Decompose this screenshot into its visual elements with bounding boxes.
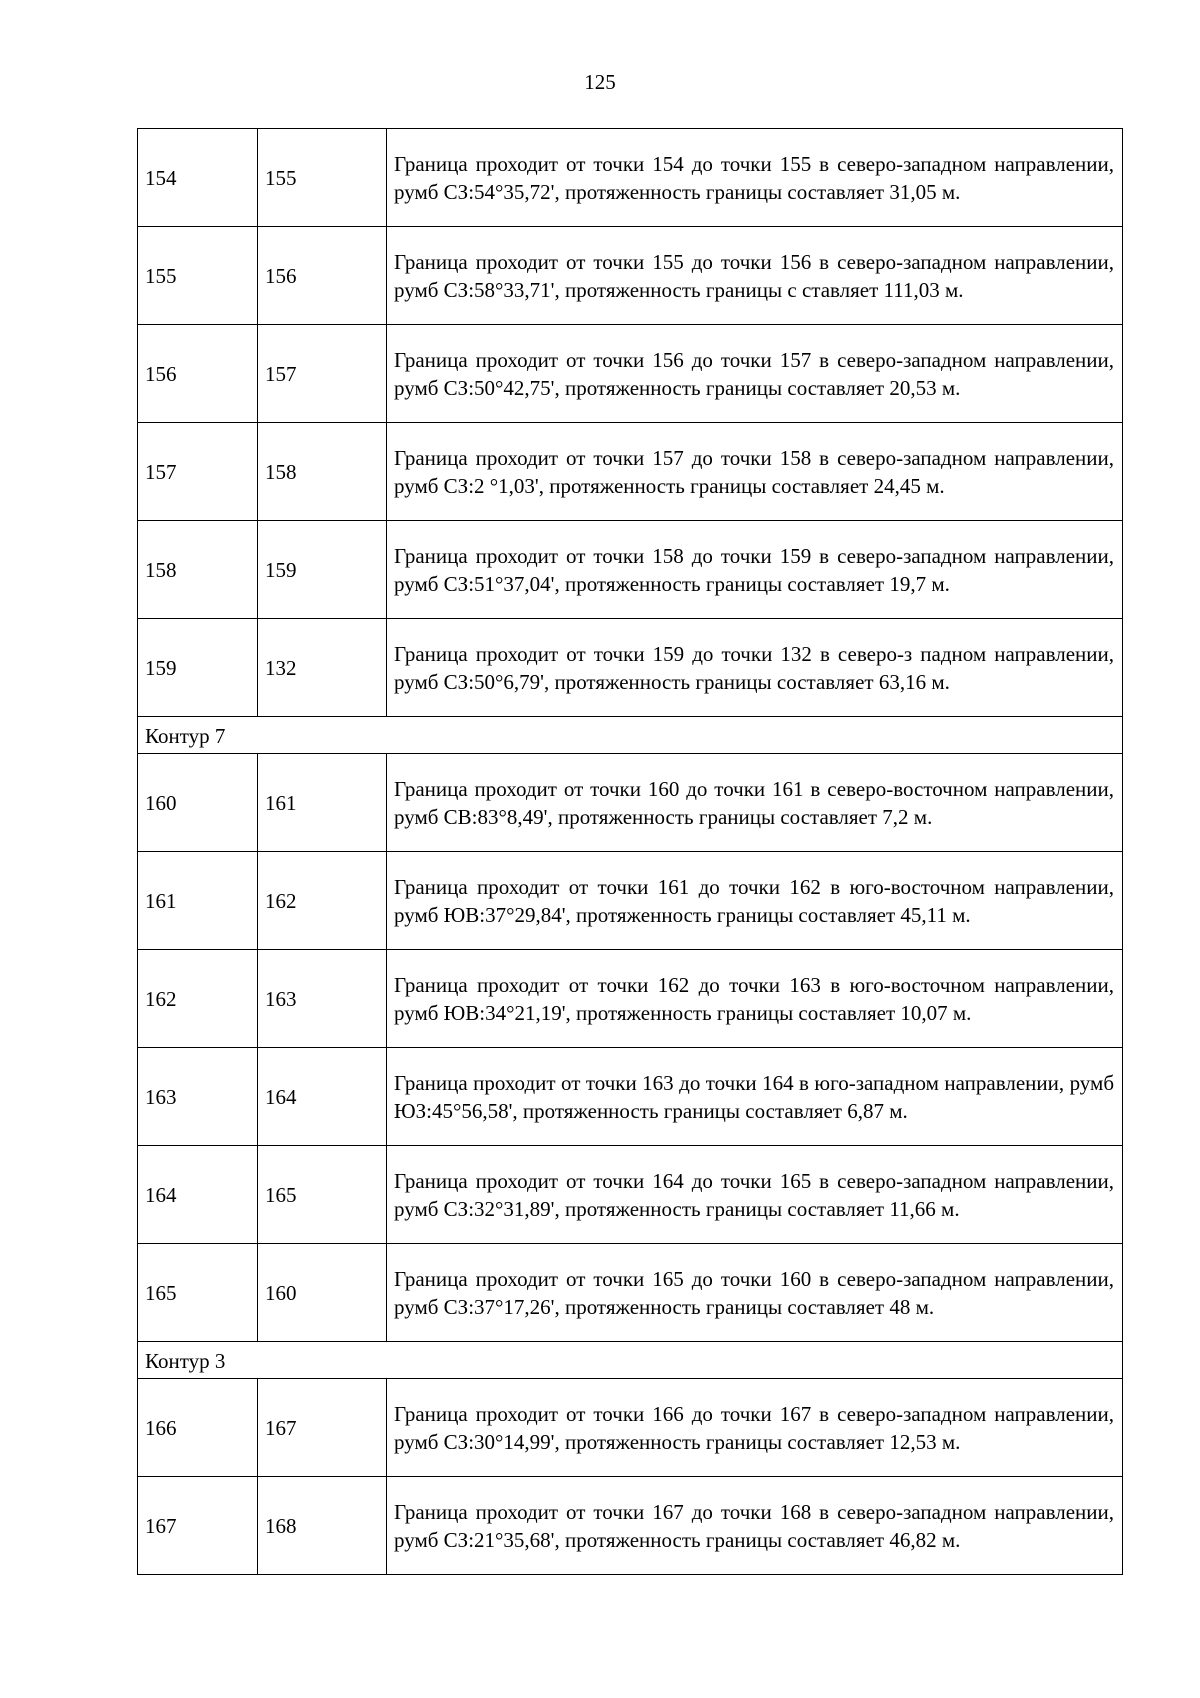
boundary-description-cell: Граница проходит от точки 158 до точки 159 в северо-западном направлении, румб СЗ:51°37,04', протяженность границы составляет 19,7 м. xyxy=(387,521,1123,619)
from-point-cell: 165 xyxy=(138,1244,258,1342)
boundary-description-cell: Граница проходит от точки 155 до точки 156 в северо-западном направлении, румб СЗ:58°33,71', протяженность границы с ставляет 111,03 м. xyxy=(387,227,1123,325)
table-row xyxy=(138,227,1123,325)
table-row xyxy=(138,619,1123,717)
contour-label: Контур 7 xyxy=(138,717,1123,754)
contour-label: Контур 3 xyxy=(138,1342,1123,1379)
table-row xyxy=(138,129,1123,227)
from-point-cell: 156 xyxy=(138,325,258,423)
to-point-cell: 164 xyxy=(258,1048,387,1146)
boundary-description-cell: Граница проходит от точки 165 до точки 160 в северо-западном направлении, румб СЗ:37°17,26', протяженность границы составляет 48 м. xyxy=(387,1244,1123,1342)
table-row xyxy=(138,1379,1123,1477)
from-point-cell: 154 xyxy=(138,129,258,227)
table-row xyxy=(138,950,1123,1048)
table-row xyxy=(138,754,1123,852)
table-row xyxy=(138,325,1123,423)
table-row xyxy=(138,1146,1123,1244)
from-point-cell: 159 xyxy=(138,619,258,717)
table-row xyxy=(138,423,1123,521)
boundary-description-cell: Граница проходит от точки 163 до точки 164 в юго-западном направлении, румб ЮЗ:45°56,58', протяженность границы составляет 6,87 м. xyxy=(387,1048,1123,1146)
table-row xyxy=(138,852,1123,950)
boundary-description-cell: Граница проходит от точки 166 до точки 167 в северо-западном направлении, румб СЗ:30°14,99', протяженность границы составляет 12,53 м. xyxy=(387,1379,1123,1477)
from-point-cell: 160 xyxy=(138,754,258,852)
from-point-cell: 155 xyxy=(138,227,258,325)
from-point-cell: 166 xyxy=(138,1379,258,1477)
to-point-cell: 155 xyxy=(258,129,387,227)
boundary-description-cell: Граница проходит от точки 167 до точки 168 в северо-западном направлении, румб СЗ:21°35,68', протяженность границы составляет 46,82 м. xyxy=(387,1477,1123,1575)
to-point-cell: 162 xyxy=(258,852,387,950)
to-point-cell: 160 xyxy=(258,1244,387,1342)
contour-header-row xyxy=(138,717,1123,754)
from-point-cell: 161 xyxy=(138,852,258,950)
boundary-table xyxy=(137,128,1123,1575)
boundary-description-cell: Граница проходит от точки 164 до точки 165 в северо-западном направлении, румб СЗ:32°31,89', протяженность границы составляет 11,66 м. xyxy=(387,1146,1123,1244)
from-point-cell: 162 xyxy=(138,950,258,1048)
boundary-description-cell: Граница проходит от точки 162 до точки 163 в юго-восточном направлении, румб ЮВ:34°21,19', протяженность границы составляет 10,07 м. xyxy=(387,950,1123,1048)
to-point-cell: 163 xyxy=(258,950,387,1048)
table-row xyxy=(138,1477,1123,1575)
from-point-cell: 157 xyxy=(138,423,258,521)
from-point-cell: 167 xyxy=(138,1477,258,1575)
to-point-cell: 168 xyxy=(258,1477,387,1575)
to-point-cell: 158 xyxy=(258,423,387,521)
to-point-cell: 161 xyxy=(258,754,387,852)
to-point-cell: 132 xyxy=(258,619,387,717)
boundary-description-cell: Граница проходит от точки 159 до точки 132 в северо-з падном направлении, румб СЗ:50°6,79', протяженность границы составляет 63,16 м. xyxy=(387,619,1123,717)
boundary-description-cell: Граница проходит от точки 157 до точки 158 в северо-западном направлении, румб СЗ:2 °1,03', протяженность границы составляет 24,45 м. xyxy=(387,423,1123,521)
to-point-cell: 156 xyxy=(258,227,387,325)
from-point-cell: 164 xyxy=(138,1146,258,1244)
contour-header-row xyxy=(138,1342,1123,1379)
boundary-table-body xyxy=(138,129,1123,1575)
boundary-description-cell: Граница проходит от точки 160 до точки 161 в северо-восточном направлении, румб СВ:83°8,49', протяженность границы составляет 7,2 м. xyxy=(387,754,1123,852)
to-point-cell: 167 xyxy=(258,1379,387,1477)
table-row xyxy=(138,1244,1123,1342)
boundary-description-cell: Граница проходит от точки 161 до точки 162 в юго-восточном направлении, румб ЮВ:37°29,84', протяженность границы составляет 45,11 м. xyxy=(387,852,1123,950)
to-point-cell: 165 xyxy=(258,1146,387,1244)
from-point-cell: 158 xyxy=(138,521,258,619)
page-number: 125 xyxy=(584,70,616,94)
boundary-description-cell: Граница проходит от точки 154 до точки 155 в северо-западном направлении, румб СЗ:54°35,72', протяженность границы составляет 31,05 м. xyxy=(387,129,1123,227)
to-point-cell: 157 xyxy=(258,325,387,423)
from-point-cell: 163 xyxy=(138,1048,258,1146)
boundary-description-cell: Граница проходит от точки 156 до точки 157 в северо-западном направлении, румб СЗ:50°42,75', протяженность границы составляет 20,53 м. xyxy=(387,325,1123,423)
table-row xyxy=(138,521,1123,619)
table-row xyxy=(138,1048,1123,1146)
to-point-cell: 159 xyxy=(258,521,387,619)
